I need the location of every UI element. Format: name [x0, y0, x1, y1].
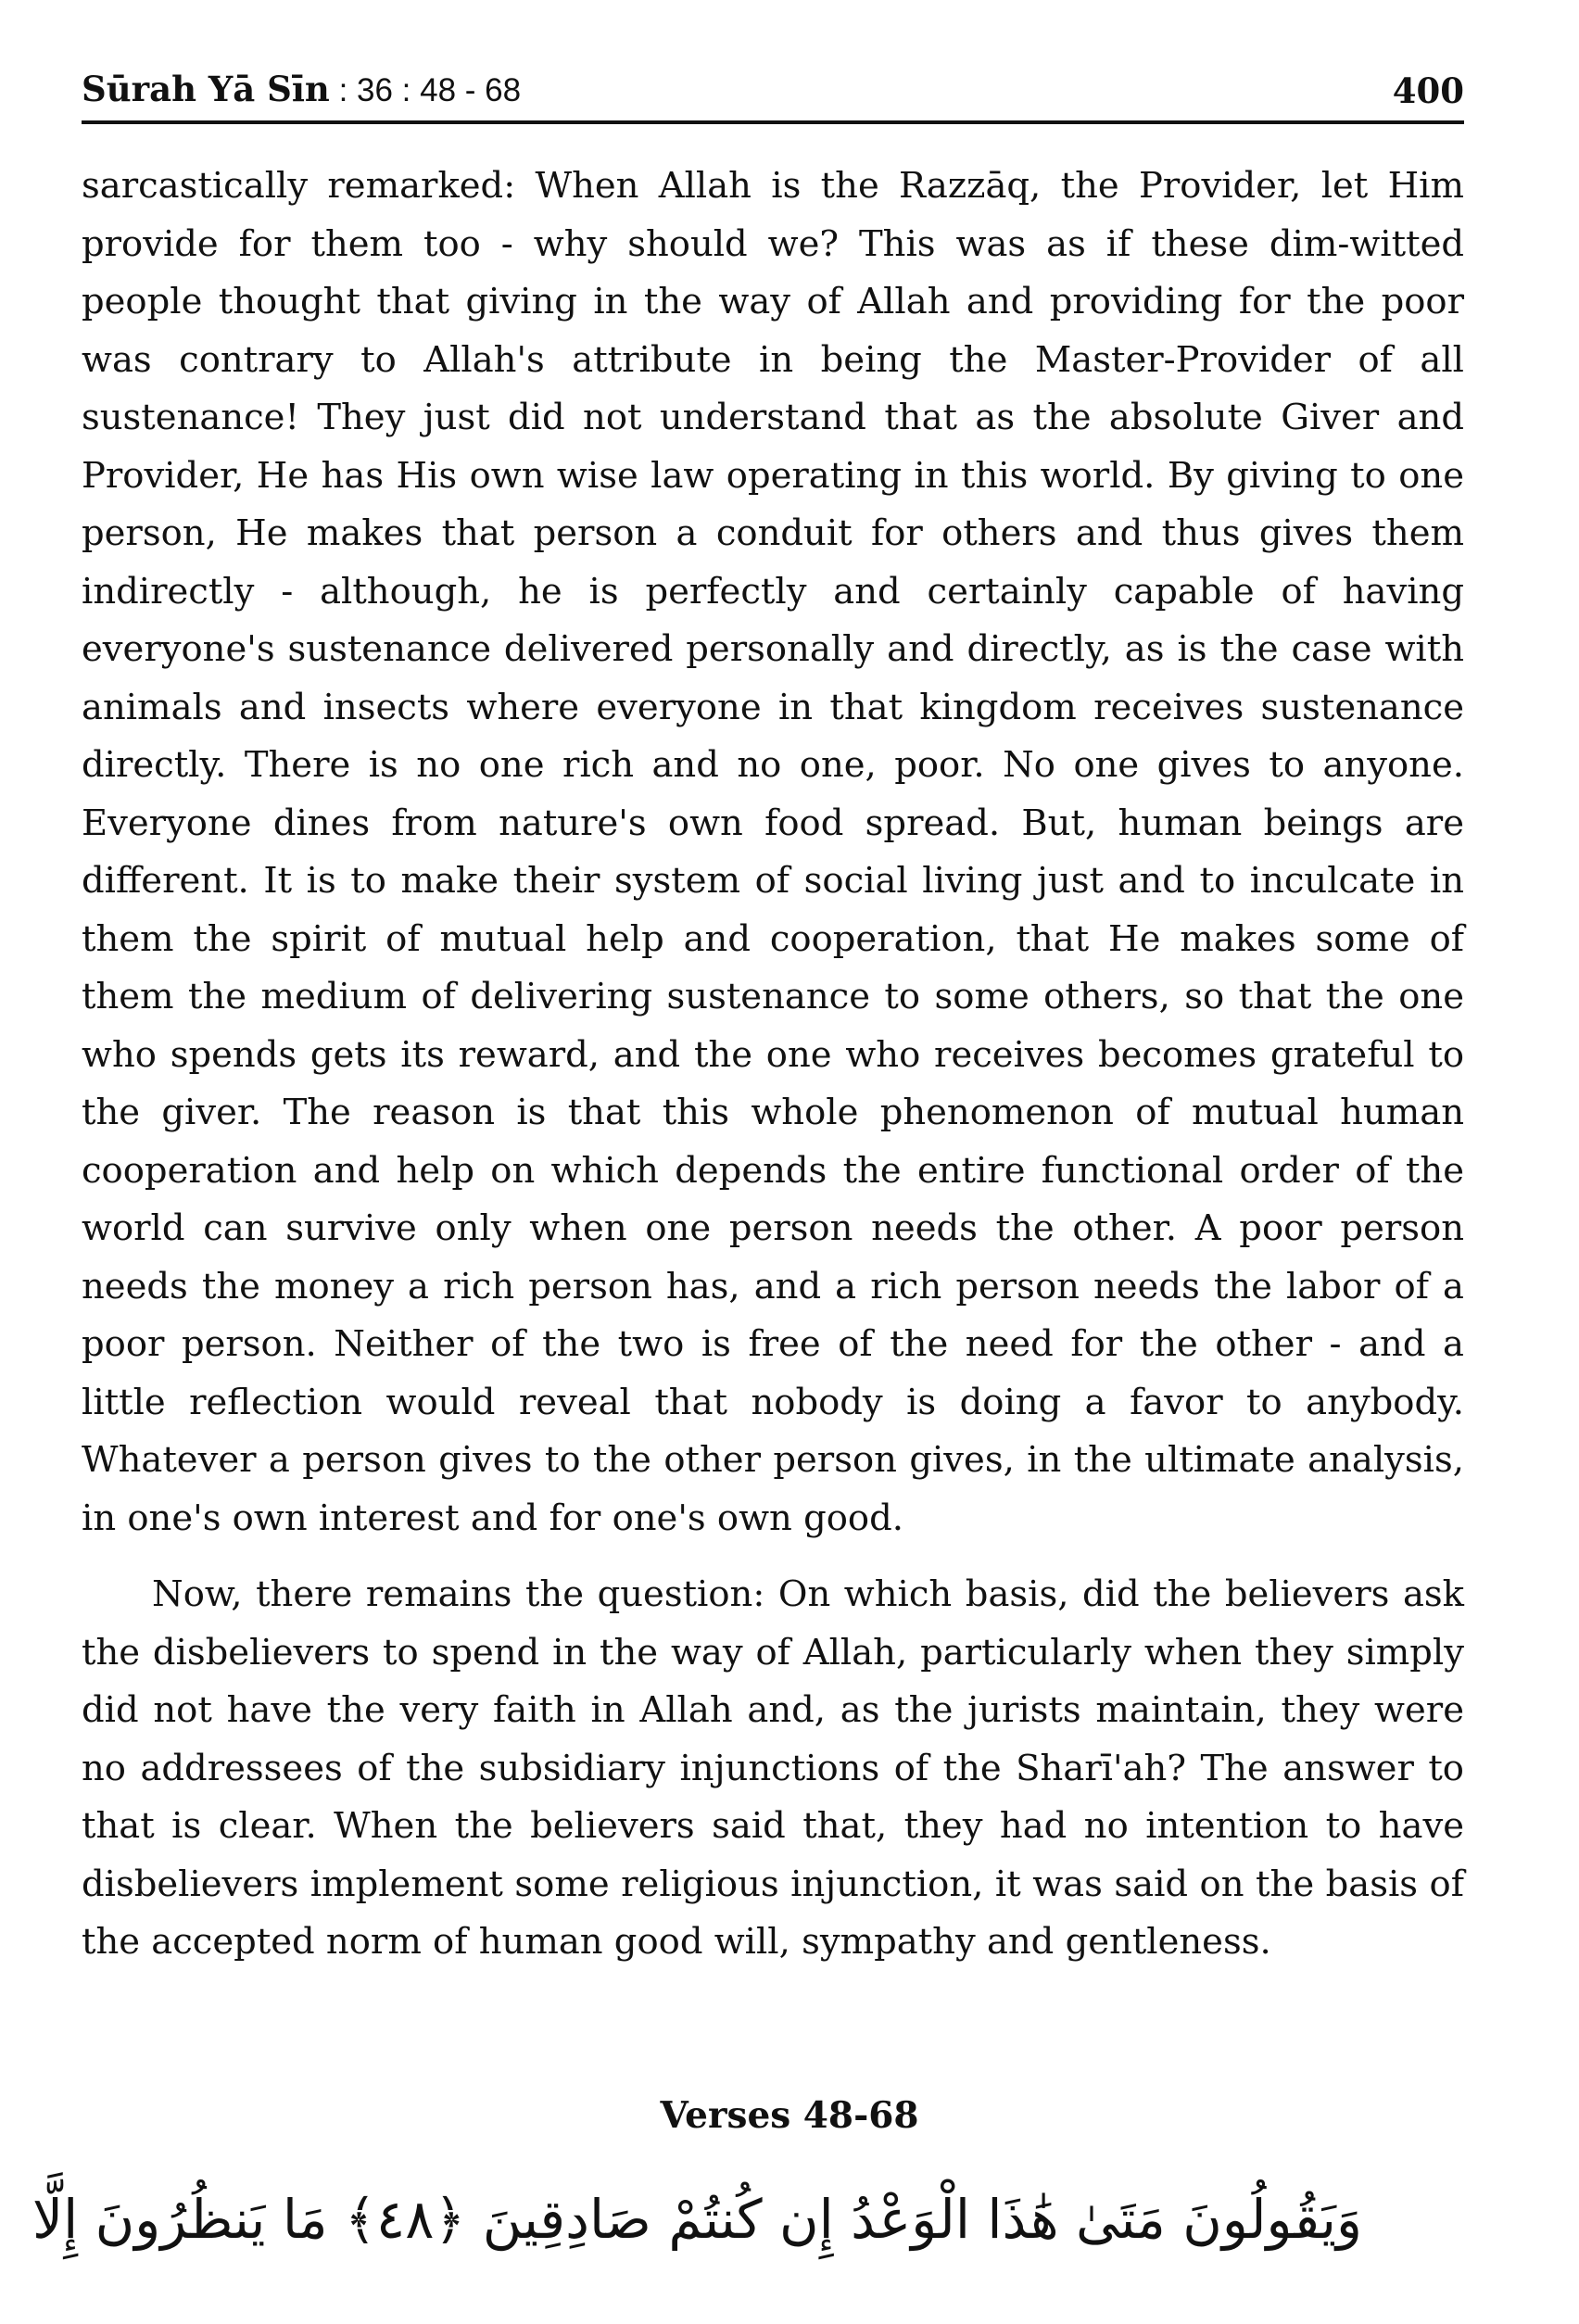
- verse-reference: : 36 : 48 - 68: [338, 72, 522, 108]
- header-title: [82, 69, 521, 109]
- page-number: 400: [1392, 70, 1464, 111]
- section-heading: Verses 48-68: [660, 2094, 919, 2137]
- surah-name: Sūrah Yā Sīn: [82, 69, 330, 109]
- body-paragraph-2: Now, there remains the question: On which basis, did the believers ask the disbelievers to spend in the way of Allah, particularly when they simply did not have the very faith in Allah and, as the jurists maintain, they were no addressees of the subsidiary injunctions of the Sharī'ah? The answer to that is clear. When the believers said that, they had no intention to have disbelievers implement some religious injunction, it was said on the basis of the accepted norm of human good will, sympathy and gentleness.: [82, 1573, 1464, 1963]
- arabic-verse-line: وَيَقُولُونَ مَتَىٰ هَٰذَا الْوَعْدُ إِن كُنتُمْ صَادِقِينَ ﴿٤٨﴾ مَا يَنظُرُونَ إِلَّا: [32, 2188, 1362, 2251]
- running-header: [82, 61, 1464, 124]
- body-paragraph-1: sarcastically remarked: When Allah is the Razzāq, the Provider, let Him provide for them too - why should we? This was as if these dim-witted people thought that giving in the way of Allah and providing for the poor was contrary to Allah's attribute in being the Master-Provider of all sustenance! They just did not understand that as the absolute Giver and Provider, He has His own wise law operating in this world. By giving to one person, He makes that person a conduit for others and thus gives them indirectly - although, he is perfectly and certainly capable of having everyone's sustenance delivered personally and directly, as is the case with animals and insects where everyone in that kingdom receives sustenance directly. There is no one rich and no one, poor. No one gives to anyone. Everyone dines from nature's own food spread. But, human beings are different. It is to make their system of social living just and to inculcate in them the spirit of mutual help and cooperation, that He makes some of them the medium of delivering sustenance to some others, so that the one who spends gets its reward, and the one who receives becomes grateful to the giver. The reason is that this whole phenomenon of mutual human cooperation and help on which depends the entire functional order of the world can survive only when one person needs the other. A poor person needs the money a rich person has, and a rich person needs the labor of a poor person. Neither of the two is free of the need for the other - and a little reflection would reveal that nobody is doing a favor to anybody. Whatever a person gives to the other person gives, in the ultimate analysis, in one's own interest and for one's own good.: [82, 165, 1464, 1539]
